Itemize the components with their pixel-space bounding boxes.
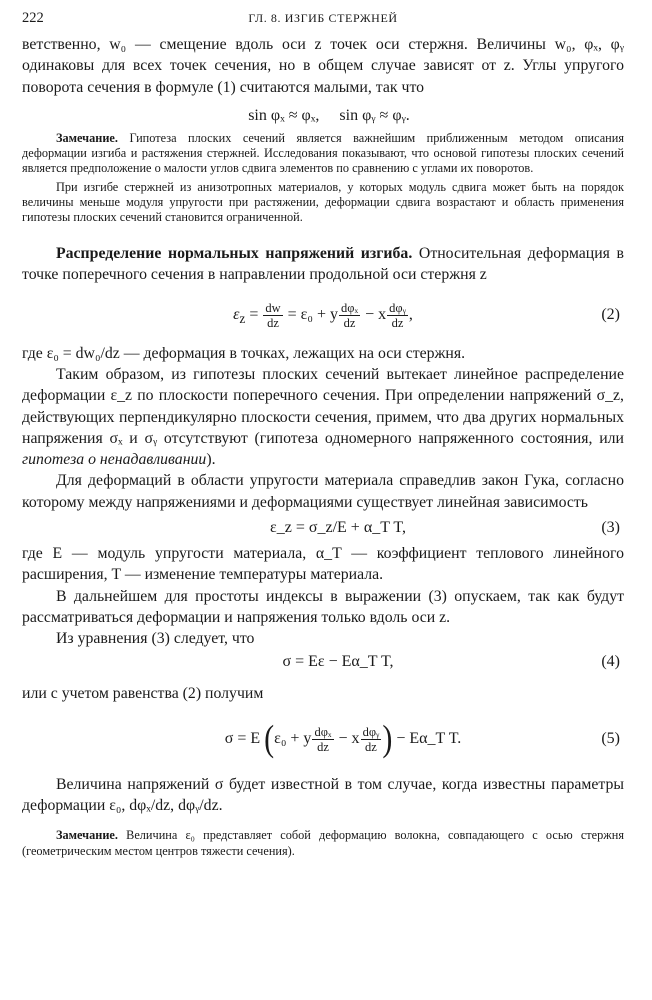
eq5-f1-num: dφₓ [314,724,332,739]
equation-4-formula: σ = Eε − Eα_T T, [282,652,394,670]
eq5-paren-close: ) [382,717,393,760]
equation-4 [22,653,624,671]
page-header [22,8,624,34]
eq2-f2-num: dφₓ [340,300,359,315]
paragraph-thus [22,364,624,470]
thus-end: ). [206,451,216,469]
eq5-f2-den: dz [365,739,377,754]
eq2-fraction-dw-dz [263,301,282,330]
section-intro-text: Относительная деформация в точке поперечного сечения в направлении продольной оси стержня z [22,245,624,284]
eq5-f2-num: dφᵧ [362,724,380,739]
equation-2-number: (2) [601,305,620,323]
paragraph-or: или с учетом равенства (2) получим [22,684,264,702]
eq5-minus: − x [334,729,360,747]
eq2-mid2: − x [361,305,387,323]
eq2-f3-den: dz [391,315,404,330]
eq2-f2-den: dz [343,315,356,330]
eq2-lhs-sub: z [239,310,246,326]
eq2-lhs: ε [233,305,240,323]
equation-4-number: (4) [601,652,620,670]
thus-italic: гипотеза о ненадавливании [22,451,207,469]
paragraph-from-eq3: Из уравнения (3) следует, что [56,630,255,648]
paragraph-where-E: где E — модуль упругости материала, α_T — коэффициент теплового линейного расширения, T — изменение температуры материала. [22,545,624,584]
paragraph-stress-value: Величина напряжений σ будет известной в том случае, когда известны параметры деформации ε₀, dφₓ/dz, dφᵧ/dz. [22,775,624,815]
thus-text: Таким образом, из гипотезы плоских сечений вытекает линейное распределение деформации ε_z по плоскости поперечного сечения. При определении напряжений σ_z, действующих перпендикулярно плоскости сечения, примем, что два других нормальных напряжения σₓ и σᵧ отсутствуют (гипотеза одномерного напряженного состояния, или [22,366,624,447]
remark-anisotropic: При изгибе стержней из анизотропных материалов, у которых модуль сдвига может быть на порядок величины меньше модуля упругости при растяжении, деформации сдвига возрастают и область применения гипотезы плоских сечений становится ограниченной. [22,179,624,224]
eq2-f3-num: dφᵧ [389,300,406,315]
eq2-mid1: = ε₀ + y [283,305,338,323]
paragraph-hooke: Для деформаций в области упругости материала справедлив закон Гука, согласно которому между напряжениями и деформациями существует линейная зависимость [22,472,624,511]
eq5-rest: − Eα_T T. [392,729,462,747]
equation-2 [22,294,624,336]
eq2-fraction-dphix-dz [339,301,360,330]
eq5-inner1: ε₀ + y [274,729,312,747]
page [22,8,624,859]
eq5-paren-open: ( [264,717,275,760]
remark-eps0 [22,828,624,858]
equation-3 [22,519,624,537]
paragraph-simplicity: В дальнейшем для простоты индексы в выражении (3) опускаем, так как будут рассматриваться деформации и напряжения только вдоль оси z. [22,587,624,626]
eq5-f1-den: dz [317,739,329,754]
eq2-f1-den: dz [267,315,279,330]
equation-small-angles-formula: sin φₓ ≈ φₓ, sin φᵧ ≈ φᵧ. [248,106,410,124]
page-number: 222 [22,10,44,26]
eq2-tail: , [408,305,413,323]
eq5-lhs: σ = E [224,729,261,747]
equation-5 [22,716,624,762]
equation-3-number: (3) [601,519,620,537]
equation-5-formula [22,716,624,762]
section-normal-stress [22,243,624,286]
remark-text: Гипотеза плоских сечений является важнейшим приближенным методом описания деформации изгиба и растяжения стержней. Исследования показывают, что основой гипотезы плоских сечений является предположение о малости углов сдвига элементов по сравнению с углами их поворотов. [22,130,624,176]
eq2-equals: = [245,305,263,323]
paragraph-where-eps0: где ε₀ = dw₀/dz — деформация в точках, лежащих на оси стержня. [22,344,466,362]
remark-plane-sections [22,131,624,177]
remark-label: Замечание. [56,130,118,145]
section-title: Распределение нормальных напряжений изгиба. [56,245,413,263]
remark3-text: Величина ε₀ представляет собой деформацию волокна, совпадающего с осью стержня (геометрическим местом центров тяжести сечения). [22,828,624,858]
paragraph-intro: ветственно, w₀ — смещение вдоль оси z точек оси стержня. Величины w₀, φₓ, φᵧ одинаковы для всех точек сечения, но в общем случае зависят от z. Углы упругого поворота сечения в формуле (1) считаются малыми, так что [22,36,624,96]
equation-3-formula: ε_z = σ_z/E + α_T T, [270,519,406,537]
equation-2-formula [22,294,624,340]
equation-small-angles [22,107,624,125]
equation-5-number: (5) [601,729,620,747]
eq2-fraction-dphiy-dz [387,301,408,330]
eq2-f1-num: dw [265,300,281,315]
running-title: ГЛ. 8. ИЗГИБ СТЕРЖНЕЙ [248,11,398,25]
eq5-fraction-dphiy-dz [361,725,382,754]
remark3-label: Замечание. [56,828,118,843]
eq5-fraction-dphix-dz [312,725,333,754]
